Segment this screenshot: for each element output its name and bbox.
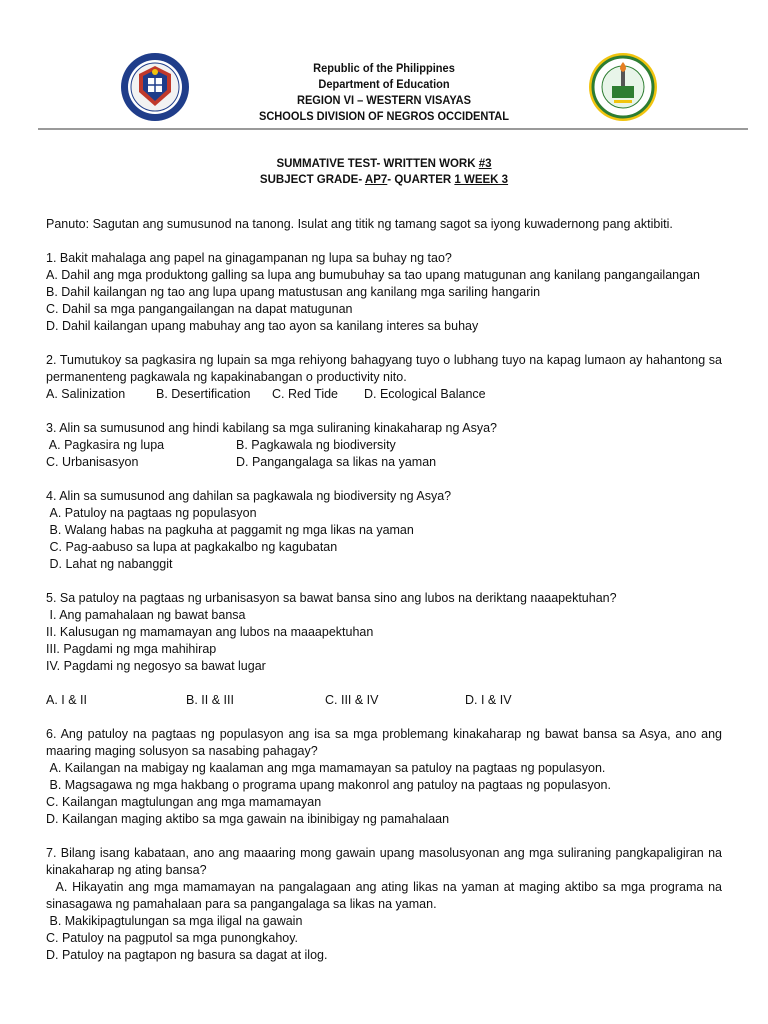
choice-c: C. Urbanisasyon (46, 455, 139, 469)
choice-b: B. Dahil kailangan ng tao ang lupa upang matustusan ang kanilang mga sariling hangarin (46, 285, 541, 299)
letterhead-region: REGION VI – WESTERN VISAYAS (296, 93, 472, 107)
question-stem: 2. Tumutukoy sa pagkasira ng lupain sa mga rehiyong bahagyang tuyo o lubhang tuyo na kapag lumaon ay hahantong sa permanenteng pagkawala ng kapakinabangan o productivity nito. (46, 353, 726, 384)
choice-d: D. Kailangan maging aktibo sa mga gawain na ibinibigay ng pamahalaan (46, 812, 450, 826)
choice-c: C. III & IV (325, 693, 379, 707)
choice-a: A. Kailangan na mabigay ng kaalaman ang mga mamamayan sa patuloy na pagtaas ng populasyon. (46, 761, 606, 775)
choice-c: C. Patuloy na pagputol sa mga punongkahoy. (46, 931, 299, 945)
question-2 (46, 352, 726, 403)
choice-d: D. Patuloy na pagtapon ng basura sa dagat at ilog. (46, 948, 328, 962)
choice-d: D. Dahil kailangan upang mabuhay ang tao ayon sa kanilang interes sa buhay (46, 319, 479, 333)
title-prefix: SUMMATIVE TEST- WRITTEN WORK (276, 158, 479, 170)
question-stem: 6. Ang patuloy na pagtaas ng populasyon ang isa sa mga problemang kinakaharap ng bawat bansa sa Asya, ano ang maaring maging solusyon sa nasabing pahagay? (46, 727, 726, 758)
quarter-week: 1 WEEK 3 (454, 174, 509, 186)
choice-a: A. Patuloy na pagtaas ng populasyon (46, 506, 257, 520)
choice-b: B. Pagkawala ng biodiversity (236, 438, 396, 452)
choice-c: C. Kailangan magtulungan ang mga mamamayan (46, 795, 322, 809)
choice-d: D. Ecological Balance (364, 387, 486, 401)
choices-row (46, 454, 722, 471)
choice-d: D. Pangangalaga sa likas na yaman (236, 455, 437, 469)
question-6 (46, 726, 726, 828)
statement-iii: III. Pagdami ng mga mahihirap (46, 642, 217, 656)
statement-i: I. Ang pamahalaan ng bawat bansa (46, 608, 246, 622)
header-divider (38, 128, 748, 130)
question-stem: 4. Alin sa sumusunod ang dahilan sa pagkawala ng biodiversity ng Asya? (46, 489, 452, 503)
choice-c: C. Pag-aabuso sa lupa at pagkakalbo ng kagubatan (46, 540, 338, 554)
choice-d: D. Lahat ng nabanggit (46, 557, 173, 571)
question-4 (46, 488, 722, 573)
choice-b: B. Makikipagtulungan sa mga iligal na gawain (46, 914, 303, 928)
choice-a: A. Hikayatin ang mga mamamayan na pangalagaan ang ating likas na yaman at maging aktibo sa mga programa na sinasagawa ng pamahalaan para sa pangangalaga sa likas na yaman. (46, 880, 726, 911)
work-number: #3 (478, 158, 492, 170)
choice-b: B. II & III (186, 693, 234, 707)
choice-b: B. Magsagawa ng mga hakbang o programa upang makonrol ang patuloy na pagtaas ng populasyon. (46, 778, 611, 792)
choice-b: B. Desertification (156, 387, 251, 401)
test-title (0, 156, 768, 188)
choice-d: D. I & IV (465, 693, 512, 707)
question-stem: 1. Bakit mahalaga ang papel na ginagampanan ng lupa sa buhay ng tao? (46, 251, 452, 265)
letterhead (0, 60, 768, 124)
question-stem: 3. Alin sa sumusunod ang hindi kabilang sa mga suliraning kinakaharap ng Asya? (46, 421, 497, 435)
subject-label: SUBJECT GRADE- (259, 174, 365, 186)
spacer (46, 675, 722, 692)
choice-a: A. Salinization (46, 387, 126, 401)
letterhead-country: Republic of the Philippines (313, 61, 455, 75)
question-stem: 7. Bilang isang kabataan, ano ang maaaring mong gawain upang masolusyonan ang mga suliraning pangkapaligiran na kinakaharap ng ating bansa? (46, 846, 726, 877)
test-title-line1 (0, 156, 768, 172)
question-7 (46, 845, 726, 964)
statement-iv: IV. Pagdami ng negosyo sa bawat lugar (46, 659, 266, 673)
choice-a: A. Dahil ang mga produktong galling sa lupa ang bumubuhay sa tao upang matugunan ang kanilang pangangailangan (46, 268, 700, 282)
choice-a: A. Pagkasira ng lupa (46, 438, 165, 452)
instructions: Panuto: Sagutan ang sumusunod na tanong. Isulat ang titik ng tamang sagot sa iyong kuwadernong pang aktibiti. (46, 217, 673, 231)
question-5 (46, 590, 722, 709)
choices-row (46, 692, 722, 709)
quarter-label: - QUARTER (387, 174, 455, 186)
choice-a: A. I & II (46, 693, 87, 707)
choice-b: B. Walang habas na pagkuha at paggamit ng mga likas na yaman (46, 523, 414, 537)
question-1 (46, 250, 722, 335)
choice-c: C. Dahil sa mga pangangailangan na dapat matugunan (46, 302, 353, 316)
choices-row (46, 437, 722, 454)
question-3 (46, 420, 722, 471)
subject-code: AP7 (364, 174, 388, 186)
test-title-line2 (0, 172, 768, 188)
choice-c: C. Red Tide (272, 387, 339, 401)
statement-ii: II. Kalusugan ng mamamayan ang lubos na maaapektuhan (46, 625, 374, 639)
letterhead-division: SCHOOLS DIVISION OF NEGROS OCCIDENTAL (258, 109, 510, 123)
choices-row (46, 386, 722, 403)
question-stem: 5. Sa patuloy na pagtaas ng urbanisasyon sa bawat bansa sino ang lubos na deriktang naaapektuhan? (46, 591, 617, 605)
letterhead-department: Department of Education (318, 77, 450, 91)
test-body (46, 216, 726, 981)
